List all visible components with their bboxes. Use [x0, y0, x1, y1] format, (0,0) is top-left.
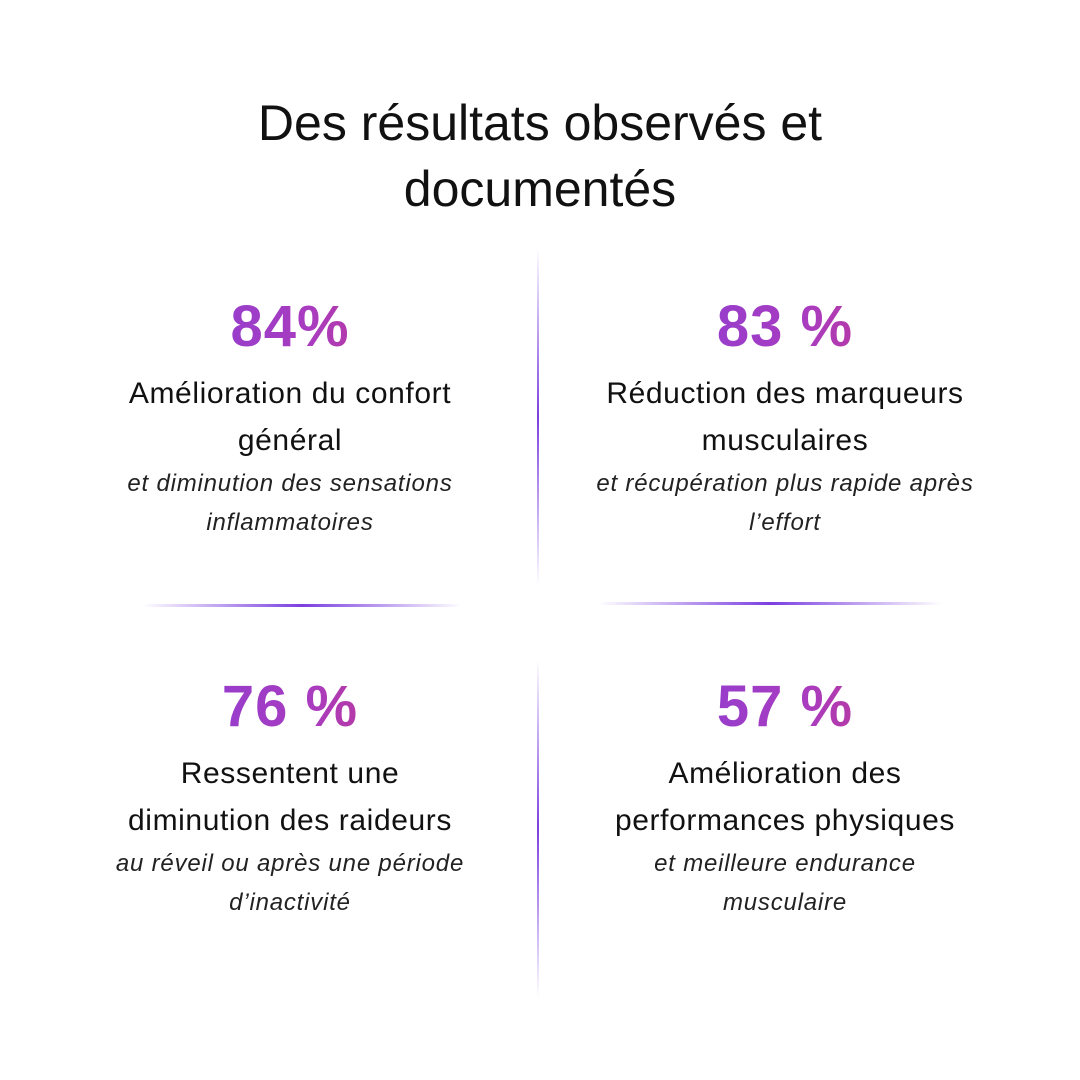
stat-detail-line-1: et récupération plus rapide après: [596, 470, 974, 497]
stat-block-comfort: [80, 292, 500, 542]
stat-detail-line-2: d’inactivité: [229, 889, 351, 916]
stat-percentage: 83 %: [555, 292, 1015, 362]
page-title: [0, 90, 1080, 222]
stat-detail-line-1: au réveil ou après une période: [115, 850, 465, 877]
stat-headline: [570, 750, 1000, 844]
stat-percentage: 57 %: [570, 672, 1000, 742]
stat-headline-line-1: Amélioration du confort: [128, 377, 452, 410]
stat-headline-line-1: Ressentent une: [180, 757, 400, 790]
stat-detail-line-2: musculaire: [722, 889, 848, 916]
stat-detail-line-2: l’effort: [749, 509, 821, 536]
title-line-2: documentés: [403, 161, 677, 217]
stat-headline: [555, 370, 1015, 464]
stat-percentage: 84%: [80, 292, 500, 362]
stat-detail: [80, 464, 500, 542]
stat-detail-line-2: inflammatoires: [206, 509, 374, 536]
vertical-divider-top: [537, 248, 539, 586]
stat-detail-line-1: et meilleure endurance: [654, 850, 916, 877]
horizontal-divider-left: [142, 604, 462, 607]
stat-detail: [75, 844, 505, 922]
horizontal-divider-right: [598, 602, 942, 605]
stat-headline-line-1: Amélioration des: [668, 757, 902, 790]
stat-detail: [555, 464, 1015, 542]
stat-headline-line-1: Réduction des marqueurs: [606, 377, 964, 410]
stat-block-performance: [570, 672, 1000, 922]
stat-headline: [75, 750, 505, 844]
title-line-1: Des résultats observés et: [257, 95, 823, 151]
stat-detail-line-1: et diminution des sensations: [127, 470, 453, 497]
stat-headline-line-2: diminution des raideurs: [128, 804, 452, 837]
stat-block-muscle-markers: [555, 292, 1015, 542]
stat-headline-line-2: général: [237, 424, 343, 457]
stat-headline: [80, 370, 500, 464]
stat-percentage: 76 %: [75, 672, 505, 742]
stat-block-stiffness: [75, 672, 505, 922]
stat-headline-line-2: musculaires: [701, 424, 869, 457]
stat-headline-line-2: performances physiques: [614, 804, 956, 837]
vertical-divider-bottom: [537, 660, 539, 998]
stat-detail: [570, 844, 1000, 922]
